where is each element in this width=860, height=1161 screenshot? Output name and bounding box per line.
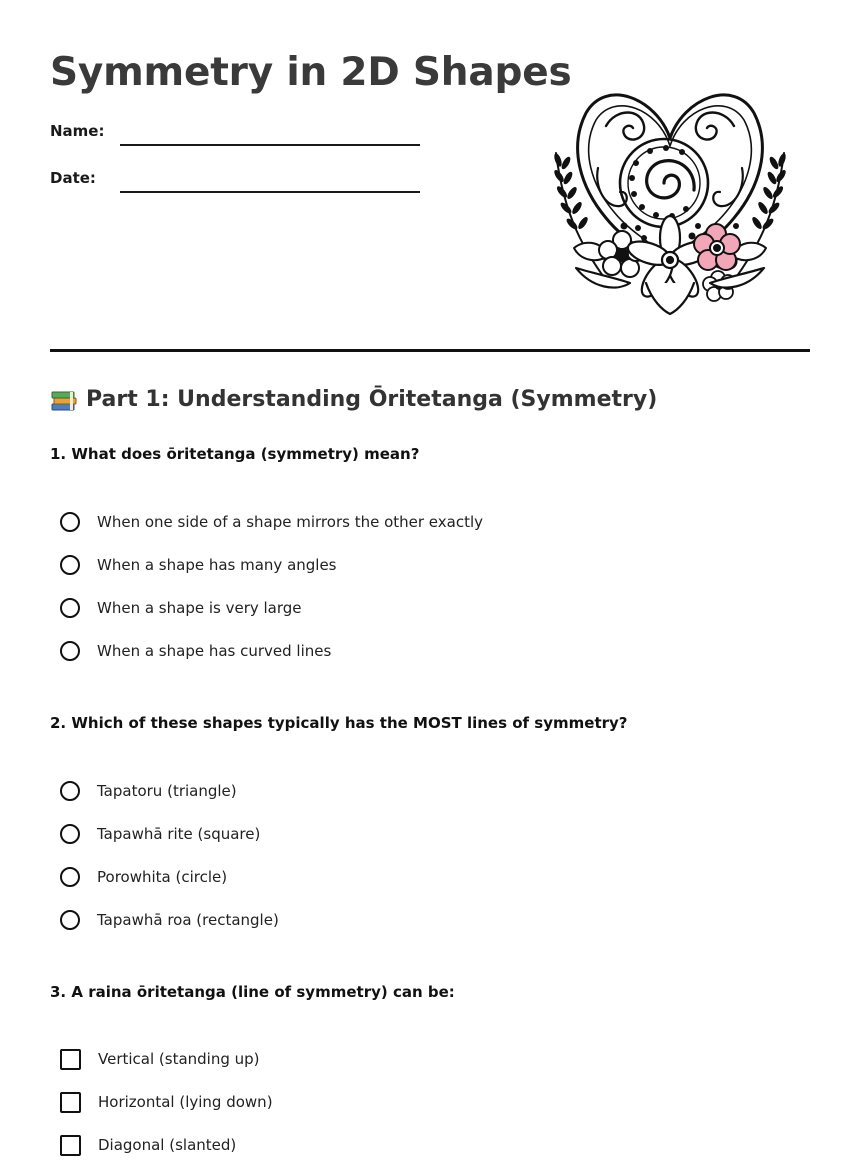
option-label: Diagonal (slanted)	[98, 1136, 237, 1154]
date-input-line[interactable]	[120, 191, 420, 193]
radio-circle[interactable]	[60, 781, 80, 801]
q2-option-1[interactable]	[60, 778, 237, 804]
q3-option-2[interactable]	[60, 1089, 273, 1115]
checkbox[interactable]	[60, 1049, 81, 1070]
q2-option-3[interactable]	[60, 864, 227, 890]
radio-circle[interactable]	[60, 598, 80, 618]
option-label: Tapawhā roa (rectangle)	[97, 911, 279, 929]
radio-circle[interactable]	[60, 867, 80, 887]
option-label: Vertical (standing up)	[98, 1050, 260, 1068]
option-label: Tapawhā rite (square)	[97, 825, 261, 843]
q1-option-4[interactable]	[60, 638, 331, 664]
option-label: When a shape is very large	[97, 599, 302, 617]
option-label: Tapatoru (triangle)	[97, 782, 237, 800]
radio-circle[interactable]	[60, 555, 80, 575]
page-title: Symmetry in 2D Shapes	[50, 50, 572, 95]
name-input-line[interactable]	[120, 144, 420, 146]
q2-option-2[interactable]	[60, 821, 260, 847]
section-divider	[50, 349, 810, 352]
radio-circle[interactable]	[60, 641, 80, 661]
koru-emblem-illustration	[546, 78, 794, 320]
question-2: 2. Which of these shapes typically has the MOST lines of symmetry?	[50, 714, 628, 732]
q2-option-4[interactable]	[60, 907, 279, 933]
q1-option-1[interactable]	[60, 509, 483, 535]
question-1: 1. What does ōritetanga (symmetry) mean?	[50, 445, 420, 463]
radio-circle[interactable]	[60, 910, 80, 930]
name-label: Name:	[50, 122, 105, 140]
date-label: Date:	[50, 169, 96, 187]
option-label: When a shape has many angles	[97, 556, 337, 574]
question-3: 3. A raina ōritetanga (line of symmetry) can be:	[50, 983, 455, 1001]
option-label: Porowhita (circle)	[97, 868, 228, 886]
part1-heading	[50, 387, 657, 413]
radio-circle[interactable]	[60, 512, 80, 532]
q3-option-1[interactable]	[60, 1046, 260, 1072]
books-icon	[50, 387, 78, 413]
q1-option-3[interactable]	[60, 595, 302, 621]
q1-option-2[interactable]	[60, 552, 337, 578]
checkbox[interactable]	[60, 1092, 81, 1113]
q3-option-3[interactable]	[60, 1132, 236, 1158]
date-field	[50, 169, 420, 199]
option-label: When a shape has curved lines	[97, 642, 332, 660]
option-label: Horizontal (lying down)	[98, 1093, 273, 1111]
radio-circle[interactable]	[60, 824, 80, 844]
checkbox[interactable]	[60, 1135, 81, 1156]
name-field	[50, 122, 420, 152]
option-label: When one side of a shape mirrors the other exactly	[97, 513, 484, 531]
part1-title: Part 1: Understanding Ōritetanga (Symmetry)	[86, 387, 658, 412]
